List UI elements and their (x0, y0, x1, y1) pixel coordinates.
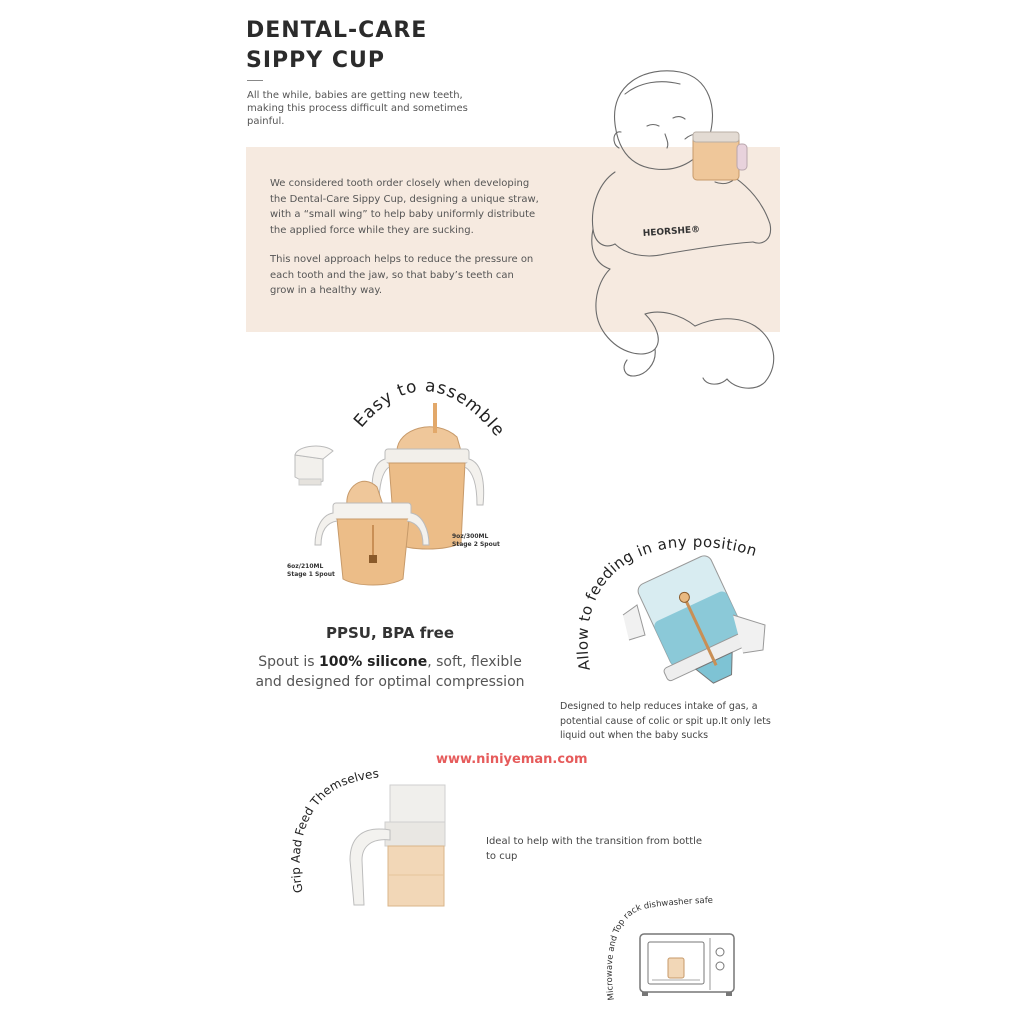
title-line-2: SIPPY CUP (246, 48, 386, 73)
page-title (246, 16, 427, 76)
small-cup-stage: Stage 1 Spout (287, 571, 335, 578)
title-line-1: DENTAL-CARE (246, 18, 428, 43)
cup-handle-illustration (320, 780, 450, 910)
materials-title: PPSU, BPA free (325, 624, 455, 642)
title-divider (247, 80, 263, 81)
microwave-icon (638, 930, 738, 998)
materials-body-prefix: Spout is (258, 654, 319, 670)
large-cup-label (452, 533, 500, 549)
baby-sketch-illustration (585, 64, 785, 394)
intro-text: All the while, babies are getting new teeth, making this process difficult and sometimes painful. (247, 90, 468, 127)
website-link[interactable]: www.niniyeman.com (436, 752, 588, 767)
large-cup-size: 9oz/300ML (452, 533, 489, 540)
materials-body-bold: 100% silicone (318, 654, 428, 670)
position-description: Designed to help reduces intake of gas, a potential cause of colic or spit up.It only lets liquid out when the baby sucks (560, 701, 771, 741)
assemble-heading: Easy to assemble (350, 376, 509, 442)
grip-heading: Grip Aad Feed Themselves (288, 766, 380, 895)
grip-description: Ideal to help with the transition from bottle to cup (486, 836, 703, 862)
position-heading: Allow to feeding in any position (573, 532, 760, 672)
info-panel-text (270, 176, 540, 313)
small-cup-label (287, 563, 335, 579)
safety-heading: Microwave and Top rack dishwasher safe (604, 895, 714, 1001)
materials-body (255, 652, 525, 692)
small-cup-size: 6oz/210ML (287, 563, 324, 570)
panel-paragraph-2: This novel approach helps to reduce the pressure on each tooth and the jaw, so that baby’s teeth can grow in a healthy way. (270, 254, 534, 296)
materials-body-suffix: , soft, flexible and designed for optimal compression (255, 654, 525, 690)
panel-paragraph-1: We considered tooth order closely when developing the Dental-Care Sippy Cup, designing a unique straw, with a “small wing” to help baby uniformly distribute the applied force while they are sucking. (270, 178, 539, 236)
tilted-cup-illustration (615, 555, 775, 685)
shirt-logo: HEORSHE® (642, 225, 701, 239)
large-cup-stage: Stage 2 Spout (452, 541, 500, 548)
